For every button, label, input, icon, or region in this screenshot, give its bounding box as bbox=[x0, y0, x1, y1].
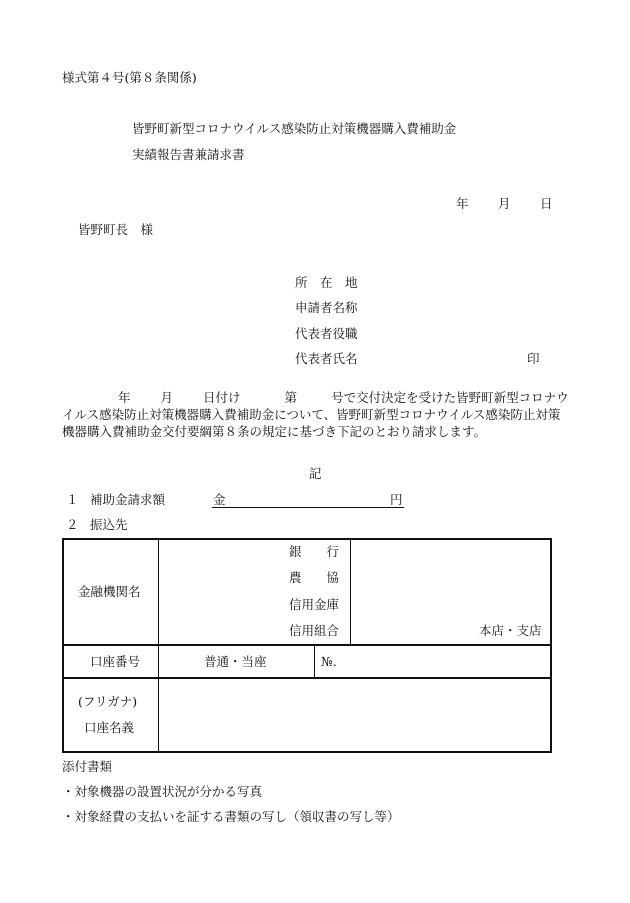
body-year: 年 bbox=[118, 390, 131, 405]
account-number-label: 口座番号 bbox=[90, 654, 141, 669]
attachments-header: 添付書類 bbox=[62, 759, 113, 774]
body-number-prefix: 第 bbox=[284, 390, 298, 405]
date-year: 年 bbox=[456, 196, 469, 211]
item1-number: １ bbox=[66, 492, 79, 507]
inst-type-shinkin: 信用金庫 bbox=[289, 597, 340, 612]
applicant-name-label: 申請者名称 bbox=[295, 300, 358, 315]
request-paragraph bbox=[62, 389, 570, 440]
amount-suffix: 円 bbox=[390, 492, 403, 507]
body-dated: 日付け bbox=[203, 390, 241, 405]
branch-label: 本店・支店 bbox=[479, 623, 542, 638]
body-month: 月 bbox=[160, 390, 174, 405]
item2-number: ２ bbox=[66, 517, 79, 532]
amount-underline bbox=[212, 507, 404, 508]
inst-type-bank: 銀 行 bbox=[289, 544, 340, 559]
applicant-address-label: 所 在 地 bbox=[295, 275, 358, 290]
body-text: 号で交付決定を受けた皆野町新型コロナウイルス感染防止対策機器購入費補助金について、皆野町新型コロナウイルス感染防止対策機器購入費補助金交付要綱第８条の規定に基づき下記のとおり請求します。 bbox=[62, 390, 569, 439]
representative-name-label: 代表者氏名 bbox=[295, 351, 358, 366]
ki-heading: 記 bbox=[309, 466, 322, 481]
addressee: 皆野町長 様 bbox=[78, 222, 154, 237]
inst-type-credit-union: 信用組合 bbox=[289, 623, 340, 638]
seal-mark: 印 bbox=[527, 351, 540, 366]
account-no-label: №. bbox=[321, 654, 337, 669]
document-subtitle: 実績報告書兼請求書 bbox=[132, 147, 245, 162]
furigana-label: (フリガナ) bbox=[78, 694, 138, 709]
table-row-divider-1 bbox=[64, 644, 550, 646]
bank-transfer-table bbox=[62, 538, 552, 753]
table-divider-inst-col bbox=[350, 540, 351, 644]
table-divider-account-col bbox=[314, 644, 315, 678]
document-title: 皆野町新型コロナウイルス感染防止対策機器購入費補助金 bbox=[132, 121, 457, 136]
date-month: 月 bbox=[498, 196, 511, 211]
item2-label: 振込先 bbox=[90, 517, 128, 532]
table-row-divider-2 bbox=[64, 677, 550, 679]
attachment-item: ・対象経費の支払いを証する書類の写し（領収書の写し等） bbox=[62, 809, 400, 824]
institution-label: 金融機関名 bbox=[78, 584, 141, 599]
account-type-options: 普通・当座 bbox=[204, 654, 267, 669]
representative-title-label: 代表者役職 bbox=[295, 326, 358, 341]
amount-prefix: 金 bbox=[213, 492, 226, 507]
account-name-label: 口座名義 bbox=[84, 720, 135, 735]
inst-type-agri-coop: 農 協 bbox=[289, 570, 340, 585]
date-day: 日 bbox=[540, 196, 553, 211]
item1-label: 補助金請求額 bbox=[90, 492, 166, 507]
form-label: 様式第４号(第８条関係) bbox=[62, 70, 197, 85]
attachment-item: ・対象機器の設置状況が分かる写真 bbox=[62, 784, 263, 799]
